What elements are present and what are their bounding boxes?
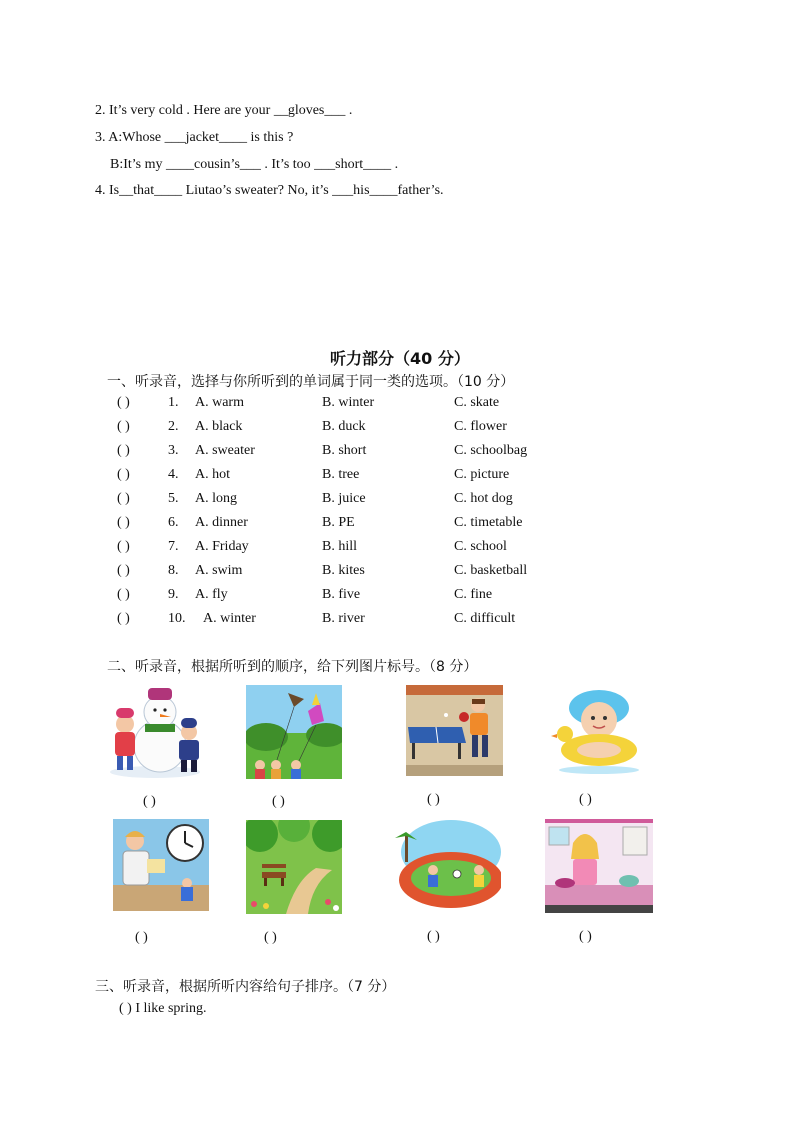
picture-blank-5[interactable]: ( ) bbox=[135, 930, 148, 945]
option-a: A. winter bbox=[203, 611, 256, 626]
option-b: B. duck bbox=[322, 419, 366, 434]
question-number: 3. bbox=[168, 443, 179, 458]
option-a: A. warm bbox=[195, 395, 244, 410]
swim-ring-picture bbox=[551, 686, 647, 778]
answer-blank[interactable]: ( ) bbox=[117, 539, 130, 554]
option-a: A. Friday bbox=[195, 539, 249, 554]
option-c: C. basketball bbox=[454, 563, 528, 578]
option-b: B. five bbox=[322, 587, 361, 602]
option-c: C. picture bbox=[454, 467, 510, 482]
question-row bbox=[0, 515, 794, 535]
answer-blank[interactable]: ( ) bbox=[117, 395, 130, 410]
option-a: A. hot bbox=[195, 467, 230, 482]
picture-blank-7[interactable]: ( ) bbox=[427, 929, 440, 944]
question-number: 4. bbox=[168, 467, 179, 482]
answer-blank[interactable]: ( ) bbox=[117, 443, 130, 458]
section3-item-1: ( ) I like spring. bbox=[119, 1001, 207, 1016]
question-number: 1. bbox=[168, 395, 179, 410]
option-a: A. sweater bbox=[195, 443, 255, 458]
question-row bbox=[0, 587, 794, 607]
question-number: 10. bbox=[168, 611, 186, 626]
picture-blank-1[interactable]: ( ) bbox=[143, 794, 156, 809]
option-a: A. fly bbox=[195, 587, 228, 602]
answer-blank[interactable]: ( ) bbox=[117, 467, 130, 482]
option-c: C. difficult bbox=[454, 611, 516, 626]
picture-blank-4[interactable]: ( ) bbox=[579, 792, 592, 807]
kitchen-picture bbox=[545, 819, 653, 913]
running-picture bbox=[395, 818, 501, 914]
table-tennis-picture bbox=[406, 685, 503, 776]
question-number: 9. bbox=[168, 587, 179, 602]
fill-line-4: 4. Is__that____ Liutao’s sweater? No, it’s ___his____father’s. bbox=[95, 183, 444, 198]
section2-heading: 二、听录音，根据所听到的顺序，给下列图片标号。（8 分） bbox=[107, 659, 478, 675]
option-b: B. kites bbox=[322, 563, 365, 578]
question-row bbox=[0, 539, 794, 559]
question-number: 5. bbox=[168, 491, 179, 506]
option-a: A. dinner bbox=[195, 515, 248, 530]
question-number: 6. bbox=[168, 515, 179, 530]
option-c: C. skate bbox=[454, 395, 500, 410]
question-row bbox=[0, 611, 794, 631]
kites-picture bbox=[246, 685, 342, 779]
answer-blank[interactable]: ( ) bbox=[117, 587, 130, 602]
option-b: B. short bbox=[322, 443, 367, 458]
option-c: C. flower bbox=[454, 419, 507, 434]
answer-blank[interactable]: ( ) bbox=[117, 419, 130, 434]
question-row bbox=[0, 467, 794, 487]
option-c: C. hot dog bbox=[454, 491, 513, 506]
question-number: 7. bbox=[168, 539, 179, 554]
option-b: B. river bbox=[322, 611, 365, 626]
fill-line-2: 2. It’s very cold . Here are your __gloves___ . bbox=[95, 103, 353, 118]
option-b: B. PE bbox=[322, 515, 355, 530]
option-c: C. schoolbag bbox=[454, 443, 528, 458]
question-row bbox=[0, 563, 794, 583]
question-row bbox=[0, 443, 794, 463]
option-c: C. school bbox=[454, 539, 507, 554]
fill-line-3b: B:It’s my ____cousin’s___ . It’s too ___short____ . bbox=[110, 157, 399, 172]
option-c: C. timetable bbox=[454, 515, 523, 530]
option-a: A. black bbox=[195, 419, 243, 434]
picture-blank-8[interactable]: ( ) bbox=[579, 929, 592, 944]
option-a: A. swim bbox=[195, 563, 243, 578]
option-a: A. long bbox=[195, 491, 237, 506]
clock-picture bbox=[113, 819, 209, 911]
question-number: 2. bbox=[168, 419, 179, 434]
picture-blank-3[interactable]: ( ) bbox=[427, 792, 440, 807]
question-row bbox=[0, 395, 794, 415]
answer-blank[interactable]: ( ) bbox=[117, 515, 130, 530]
option-b: B. tree bbox=[322, 467, 360, 482]
fill-line-3a: 3. A:Whose ___jacket____ is this ? bbox=[95, 130, 294, 145]
option-b: B. winter bbox=[322, 395, 375, 410]
picture-blank-6[interactable]: ( ) bbox=[264, 930, 277, 945]
question-number: 8. bbox=[168, 563, 179, 578]
question-row bbox=[0, 491, 794, 511]
option-b: B. juice bbox=[322, 491, 366, 506]
listening-title: 听力部分（40 分） bbox=[330, 349, 470, 368]
question-row bbox=[0, 419, 794, 439]
section3-heading: 三、听录音，根据所听内容给句子排序。（7 分） bbox=[95, 979, 396, 995]
option-c: C. fine bbox=[454, 587, 493, 602]
answer-blank[interactable]: ( ) bbox=[117, 491, 130, 506]
answer-blank[interactable]: ( ) bbox=[117, 563, 130, 578]
park-picture bbox=[246, 820, 342, 914]
option-b: B. hill bbox=[322, 539, 358, 554]
answer-blank[interactable]: ( ) bbox=[117, 611, 130, 626]
section1-heading: 一、听录音，选择与你所听到的单词属于同一类的选项。（10 分） bbox=[107, 374, 515, 390]
snowman-picture bbox=[105, 684, 205, 779]
picture-blank-2[interactable]: ( ) bbox=[272, 794, 285, 809]
